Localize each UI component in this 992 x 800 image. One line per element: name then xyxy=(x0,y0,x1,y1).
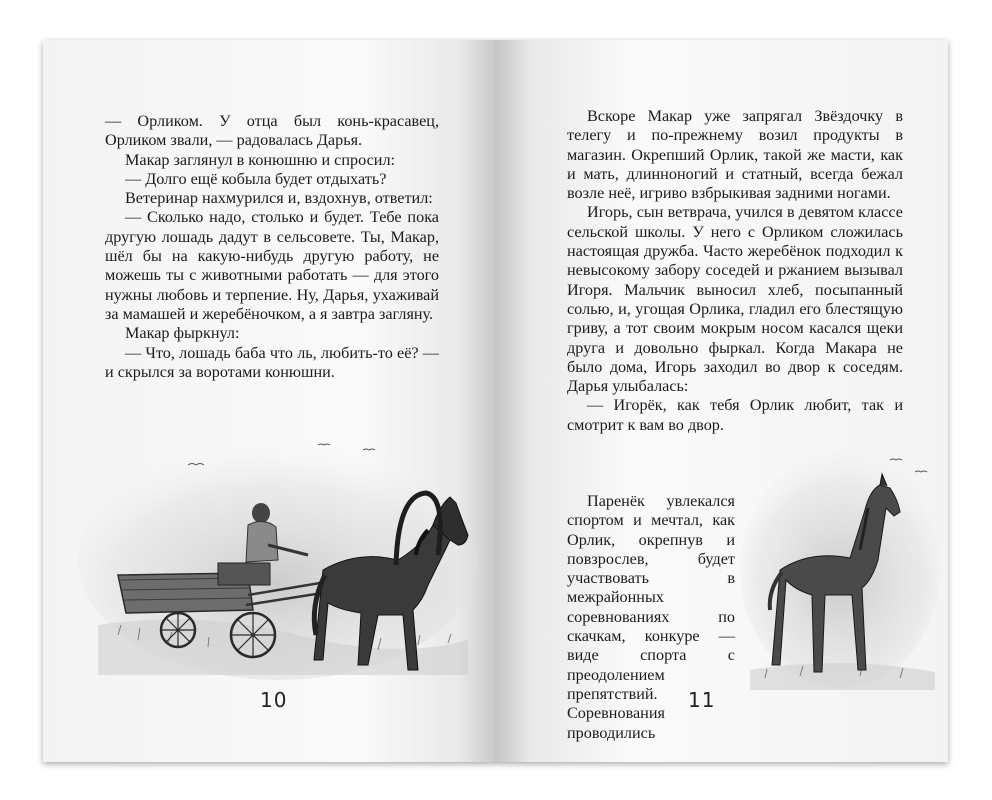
page-number: 11 xyxy=(688,688,716,712)
paragraph: Макар заглянул в конюшню и спросил: xyxy=(125,150,396,169)
page-number: 10 xyxy=(260,688,288,712)
paragraph: — Орликом. У отца был конь-красавец, Орликом звали, — радовалась Дарья. xyxy=(105,112,439,150)
paragraph: Макар фыркнул: xyxy=(125,324,240,343)
paragraph: Ветеринар нахмурился и, вздохнув, ответил: xyxy=(125,189,433,208)
paragraph: Паренёк увлекался спортом и мечтал, как Орлик, окрепнув и повзрослев, будет участвовать в межрайонных соревнованиях по скачкам, конкуре — виде спорта с преодолением препятствий. Соревнования проводились xyxy=(567,492,735,742)
left-page-text xyxy=(105,112,439,382)
paragraph: — Что, лошадь баба что ль, любить-то её? — и скрылся за воротами конюшни. xyxy=(105,343,439,381)
paragraph: — Сколько надо, столько и будет. Тебе пока другую лошадь дадут в сельсовете. Ты, Макар, шёл бы на какую-нибудь другую работу, не можешь ты с животными работать — для этого нужны любовь и терпение. Ну, Дарья, ухаживай за мамашей и жеребёночком, а я завтра загляну. xyxy=(105,208,439,323)
paragraph: Игорь, сын ветврача, учился в девятом классе сельской школы. У него с Орликом сложилась настоящая дружба. Часто жеребёнок подходил к невысокому забору соседей и ржанием вызывал Игоря. Мальчик выносил хлеб, посыпанный солью, и, угощая Орлика, гладил его блестящую гриву, а тот своим мокрым носом касался щеки друга и довольно фыркал. Когда Макара не было дома, Игорь заходил во двор к соседям. Дарья улыбалась: xyxy=(567,203,903,396)
right-page xyxy=(495,40,948,762)
book-spread xyxy=(43,40,948,762)
paragraph: — Игорёк, как тебя Орлик любит, так и смотрит к вам во двор. xyxy=(567,396,903,434)
foal-illustration xyxy=(740,450,940,695)
right-page-text xyxy=(567,107,903,435)
paragraph: — Долго ещё кобыла будет отдыхать? xyxy=(125,169,387,188)
horse-cart-illustration xyxy=(78,435,478,685)
left-page xyxy=(43,40,495,762)
paragraph: Вскоре Макар уже запрягал Звёздочку в телегу и по-прежнему возил продукты в магазин. Окрепший Орлик, такой же масти, как и мать, длинноногий и статный, всегда бежал возле неё, игриво взбрыкивая задними ногами. xyxy=(567,107,903,203)
